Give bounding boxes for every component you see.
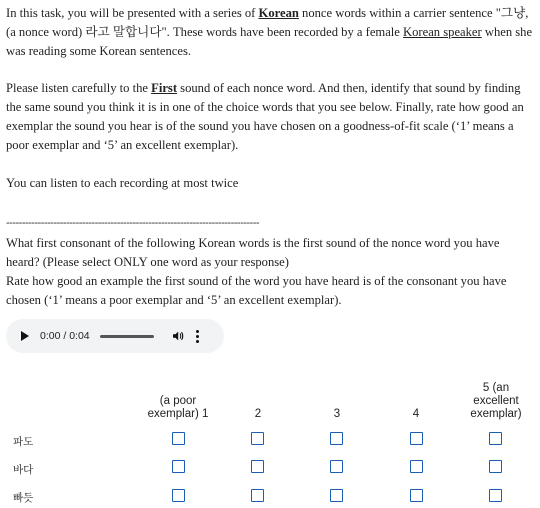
rating-checkbox-r3-c3[interactable] <box>330 489 343 502</box>
scale-header-3 <box>297 408 377 421</box>
question-consonant: What first consonant of the following Korean words is the first sound of the nonce word you have heard? (Please select ONLY one word as your response) <box>6 236 500 269</box>
rating-checkbox-r3-c5[interactable] <box>489 489 502 502</box>
play-icon[interactable] <box>21 331 29 341</box>
scale-header-5-line-3: exemplar) <box>470 408 522 420</box>
scale-header-1 <box>138 395 218 421</box>
task-paragraph <box>6 79 536 155</box>
korean-speaker-emphasis: Korean speaker <box>403 25 482 39</box>
volume-icon[interactable] <box>172 330 184 342</box>
rating-checkbox-r1-c4[interactable] <box>410 432 423 445</box>
rating-checkbox-r3-c1[interactable] <box>172 489 185 502</box>
row-label-ppadeut: 빠듯 <box>13 492 34 504</box>
question-rating: Rate how good an example the first sound of the word you have heard is of the consonant you have chosen (‘1’ means a poor exemplar and ‘5’ an excellent exemplar). <box>6 274 507 307</box>
scale-header-5-line-1: 5 (an <box>482 382 510 394</box>
audio-player[interactable] <box>6 319 224 353</box>
rating-checkbox-r1-c3[interactable] <box>330 432 343 445</box>
intro-paragraph <box>6 4 536 61</box>
scale-header-3-line-1: 3 <box>333 408 341 420</box>
intro-text-1: In this task, you will be presented with a series of <box>6 6 259 20</box>
more-options-icon[interactable] <box>196 330 199 343</box>
rating-checkbox-r1-c1[interactable] <box>172 432 185 445</box>
rating-checkbox-r3-c4[interactable] <box>410 489 423 502</box>
row-label-bada: 바다 <box>13 464 34 476</box>
scale-header-4 <box>376 408 456 421</box>
scale-header-5 <box>456 382 536 421</box>
scale-header-4-line-1: 4 <box>412 408 420 420</box>
rating-checkbox-r3-c2[interactable] <box>251 489 264 502</box>
scale-header-1-line-1: (a poor <box>159 395 197 407</box>
rating-checkbox-r1-c5[interactable] <box>489 432 502 445</box>
rating-checkbox-r2-c1[interactable] <box>172 460 185 473</box>
rating-checkbox-r1-c2[interactable] <box>251 432 264 445</box>
scale-header-2-line-1: 2 <box>254 408 262 420</box>
intro-text-3: when she was reading some Korean sentences. <box>6 25 533 58</box>
row-label-pado: 파도 <box>13 436 34 448</box>
task-text-1: Please listen carefully to the <box>6 81 152 95</box>
rating-checkbox-r2-c3[interactable] <box>330 460 343 473</box>
intro-text-2: nonce words within a carrier sentence "그냥, (a nonce word) 라고 말합니다". These words have been recorded by a female <box>6 6 529 39</box>
first-emphasis: First <box>151 81 178 95</box>
audio-time: 0:00 / 0:04 <box>40 329 90 342</box>
rating-checkbox-r2-c4[interactable] <box>410 460 423 473</box>
scale-header-5-line-2: excellent <box>473 395 519 407</box>
rating-checkbox-r2-c2[interactable] <box>251 460 264 473</box>
scale-header-2 <box>218 408 298 421</box>
audio-progress-track[interactable] <box>100 335 154 338</box>
instructions-block <box>6 4 536 310</box>
korean-emphasis: Korean <box>258 6 299 20</box>
task-text-2: sound of each nonce word. And then, identify that sound by finding the same sound you think it is in one of the choice words that you see below. Finally, rate how good an exemplar the sound you hear is of the sound you have chosen on a goodness-of-fit scale (‘1’ means a poor exemplar and ‘5’ an excellent exemplar). <box>6 81 524 152</box>
separator-line: -------------------------------------------------------------------------------- <box>6 217 260 229</box>
listen-limit-text: You can listen to each recording at most twice <box>6 176 239 190</box>
rating-checkbox-r2-c5[interactable] <box>489 460 502 473</box>
scale-header-1-line-2: exemplar) 1 <box>147 408 209 420</box>
